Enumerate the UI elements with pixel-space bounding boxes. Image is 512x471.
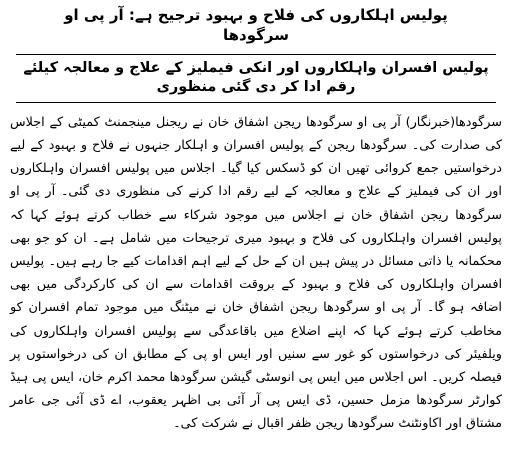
subheadline: پولیس افسران واہلکاروں اور انکی فیملیز کے علاج و معالجہ کیلئے رقم ادا کر دی گئی منظوری [16,54,496,103]
article-body: سرگودھا(خبرنگار) آر پی او سرگودھا ریجن اشفاق خان نے ریجنل مینجمنٹ کمیٹی کے اجلاس کی صدارت کی۔ سرگودھا ریجن کے پولیس افسران و اہلکار جنہوں نے فلاح و بہبود کے لیے درخواستیں جمع کروائی تھیں ان کو ڈسکس کیا گیا۔ اجلاس میں پولیس افسران واہلکاروں اور ان کی فیملیز کے علاج و معالجہ کے لیے رقم ادا کرنے کی منظوری دی گئی۔ آر پی او سرگودھا ریجن اشفاق خان نے اجلاس میں موجود شرکاء سے خطاب کرتے ہوئے کہا کہ پولیس افسران واہلکاروں کی فلاح و بہبود میری ترجیحات میں شامل ہے۔ ان کو جو بھی محکمانہ یا ذاتی مسائل در پیش ہیں ان کے حل کے لیے اہم اقدامات کیے جا رہے ہیں۔ پولیس افسران واہلکاروں کی فلاح و بہبود کے بروقت اقدامات سے ان کی کارکردگی میں بھی اضافہ ہو گا۔ آر پی او سرگودھا ریجن اشفاق خان نے میٹنگ میں موجود تمام افسران کو مخاطب کرتے ہوئے کہا کہ اپنے اضلاع میں باقاعدگی سے پولیس افسران واہلکاروں کی ویلفیئر کی درخواستوں کو غور سے سنیں اور ایس او پی کے مطابق ان کی درخواستوں پر فیصلہ کریں۔ اس اجلاس میں ایس پی انوسٹی گیشن سرگودھا محمد اکرم خان، ایس پی ہیڈ کوارٹر سرگودھا مزمل حسین، ڈی ایس پی آر آئی بی اظہر یعقوب، اے ڈی آئی جی عامر مشتاق اور اکاونٹنٹ سرگودھا ریجن ظفر اقبال نے شرکت کی۔ [10,114,502,432]
headline: پولیس اہلکاروں کی فلاح و بہبود ترجیح ہے: آر پی او سرگودھا [64,6,448,44]
